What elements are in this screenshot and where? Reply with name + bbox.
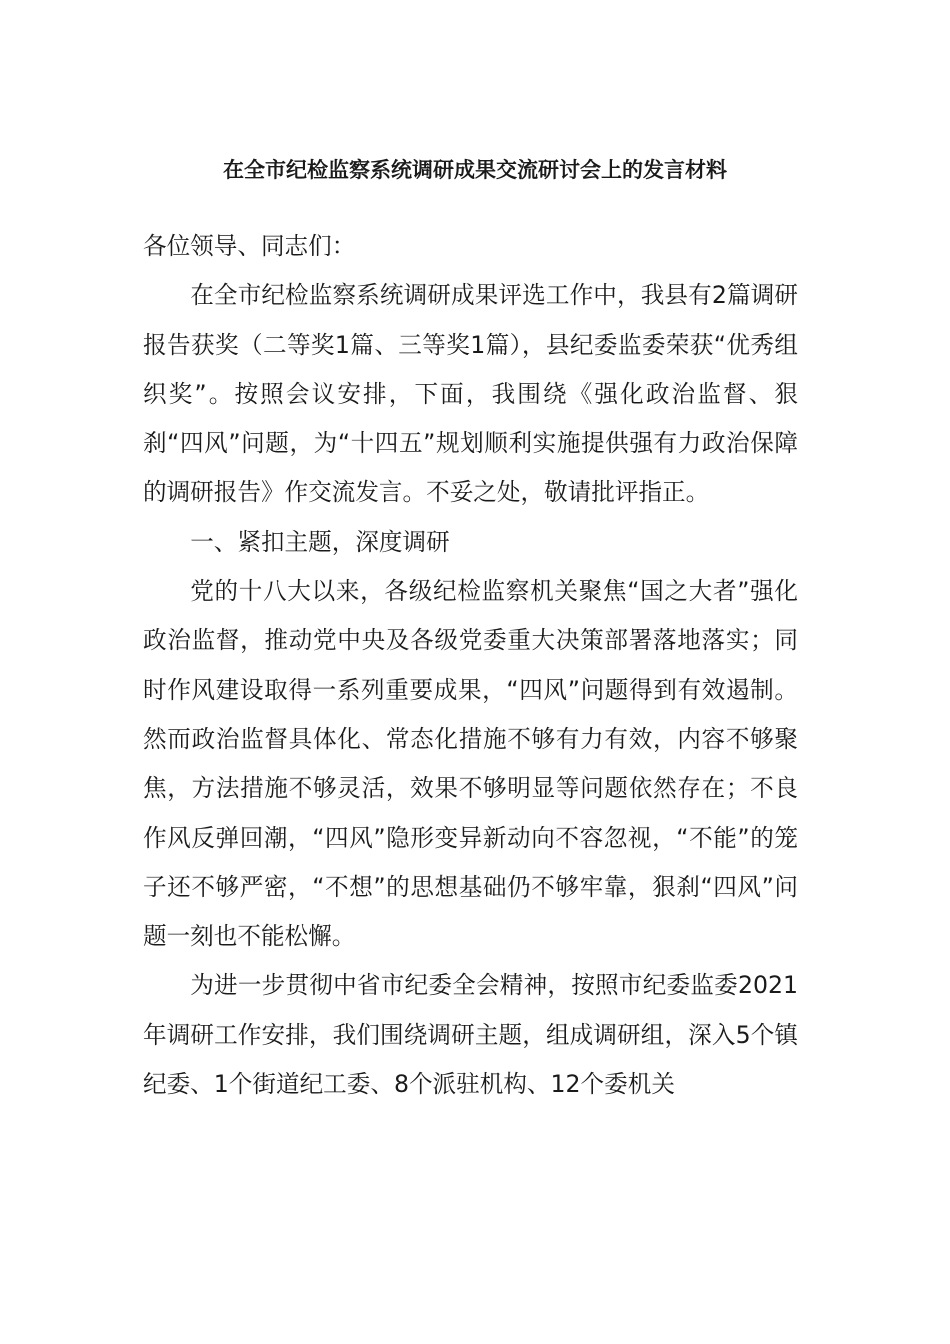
salutation: 各位领导、同志们：	[143, 232, 356, 260]
document-title: 在全市纪检监察系统调研成果交流研讨会上的发言材料	[223, 158, 727, 182]
paragraph-intro: 在全市纪检监察系统调研成果评选工作中，我县有2篇调研报告获奖（二等奖1篇、三等奖1篇），县纪委监委荣获“优秀组织奖”。按照会议安排，下面，我围绕《强化政治监督、狠刹“四风”问题，为“十四五”规划顺利实施提供强有力政治保障的调研报告》作交流发言。不妥之处，敬请批评指正。	[143, 281, 798, 507]
document-body	[143, 222, 798, 1109]
section-heading-1: 一、紧扣主题，深度调研	[190, 527, 450, 556]
paragraph-research: 为进一步贯彻中省市纪委全会精神，按照市纪委监委2021年调研工作安排，我们围绕调研主题，组成调研组，深入5个镇纪委、1个街道纪工委、8个派驻机构、12个委机关	[143, 971, 798, 1099]
paragraph-background: 党的十八大以来，各级纪检监察机关聚焦“国之大者”强化政治监督，推动党中央及各级党委重大决策部署落地落实；同时作风建设取得一系列重要成果，“四风”问题得到有效遏制。然而政治监督具体化、常态化措施不够有力有效，内容不够聚焦，方法措施不够灵活，效果不够明显等问题依然存在；不良作风反弹回潮，“四风”隐形变异新动向不容忽视，“不能”的笼子还不够严密，“不想”的思想基础仍不够牢靠，狠刹“四风”问题一刻也不能松懈。	[143, 577, 798, 951]
